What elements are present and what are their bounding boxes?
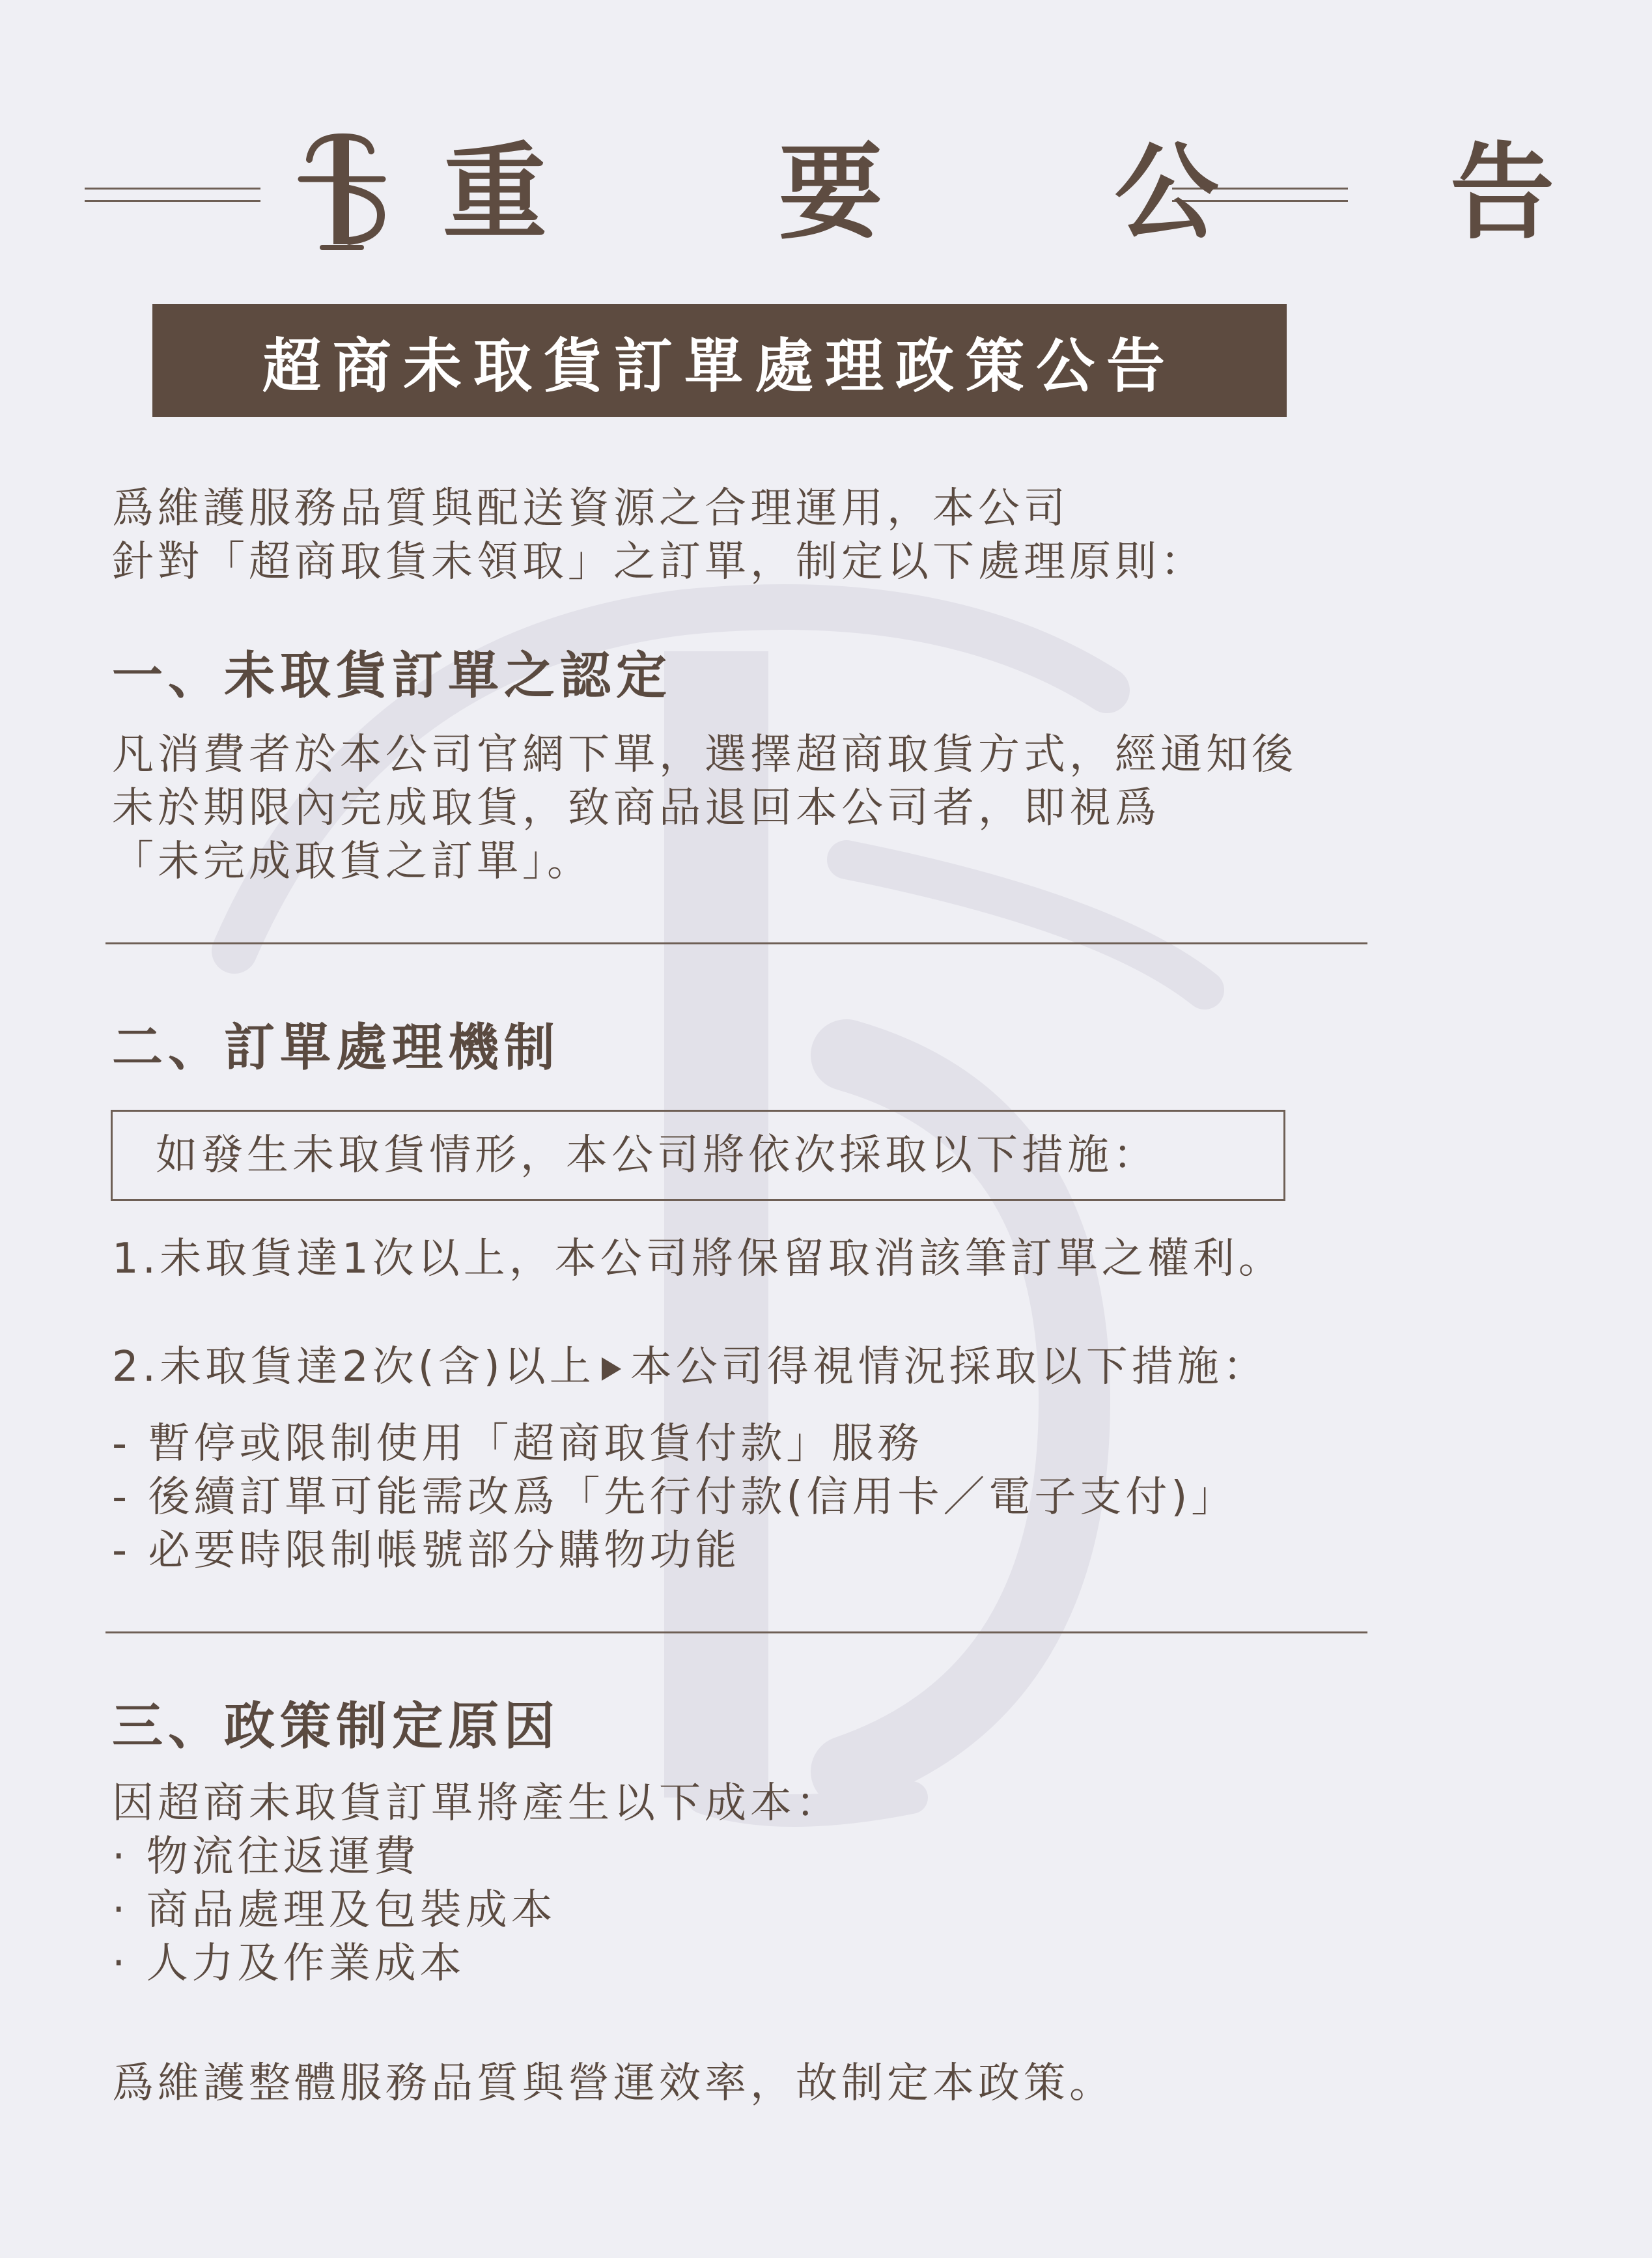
list-item: - 後續訂單可能需改爲「先行付款(信用卡／電子支付)」 (112, 1473, 1237, 1521)
intro-line: 針對「超商取貨未領取」之訂單，制定以下處理原則： (112, 538, 1206, 586)
section3-lead: 因超商未取貨訂單將產生以下成本： (112, 1779, 841, 1828)
list-item: · 人力及作業成本 (112, 1940, 466, 1988)
list-item: - 必要時限制帳號部分購物功能 (112, 1527, 741, 1575)
list-item: - 暫停或限制使用「超商取貨付款」服務 (112, 1420, 923, 1468)
decorative-double-line-left (85, 188, 260, 202)
policy-item-2-prefix: 2.未取貨達2次(含)以上 (112, 1343, 595, 1391)
divider (105, 1631, 1367, 1633)
policy-item-2-suffix: 本公司得視情況採取以下措施： (630, 1343, 1268, 1391)
section1-body (112, 728, 1297, 888)
policy-item-1: 1.未取貨達1次以上，本公司將保留取消該筆訂單之權利。 (112, 1235, 1284, 1283)
list-item: · 商品處理及包裝成本 (112, 1886, 557, 1934)
section1-line: 凡消費者於本公司官網下單，選擇超商取貨方式，經通知後 (112, 731, 1297, 779)
policy-sub-list (112, 1417, 1237, 1577)
section1-heading: 一、未取貨訂單之認定 (112, 647, 673, 705)
closing-statement: 爲維護整體服務品質與營運效率，故制定本政策。 (112, 2059, 1115, 2108)
policy-item-2 (112, 1340, 1268, 1394)
page-title: 重 要 公 告 (443, 131, 1652, 253)
intro-paragraph (112, 482, 1206, 589)
measures-intro-box: 如發生未取貨情形，本公司將依次採取以下措施： (111, 1110, 1285, 1201)
header (0, 117, 1652, 267)
intro-line: 爲維護服務品質與配送資源之合理運用，本公司 (112, 485, 1069, 533)
section3-heading: 三、政策制定原因 (112, 1697, 561, 1756)
section2-heading: 二、訂單處理機制 (112, 1019, 561, 1077)
section3-body (112, 1777, 841, 1990)
brand-logo-icon (293, 130, 391, 254)
list-item: · 物流往返運費 (112, 1833, 420, 1881)
banner-title: 超商未取貨訂單處理政策公告 (152, 304, 1287, 417)
arrow-right-icon (602, 1357, 621, 1381)
section1-line: 未於期限內完成取貨，致商品退回本公司者，即視爲 (112, 784, 1160, 832)
divider (105, 942, 1367, 944)
section1-line: 「未完成取貨之訂單」。 (112, 838, 593, 886)
